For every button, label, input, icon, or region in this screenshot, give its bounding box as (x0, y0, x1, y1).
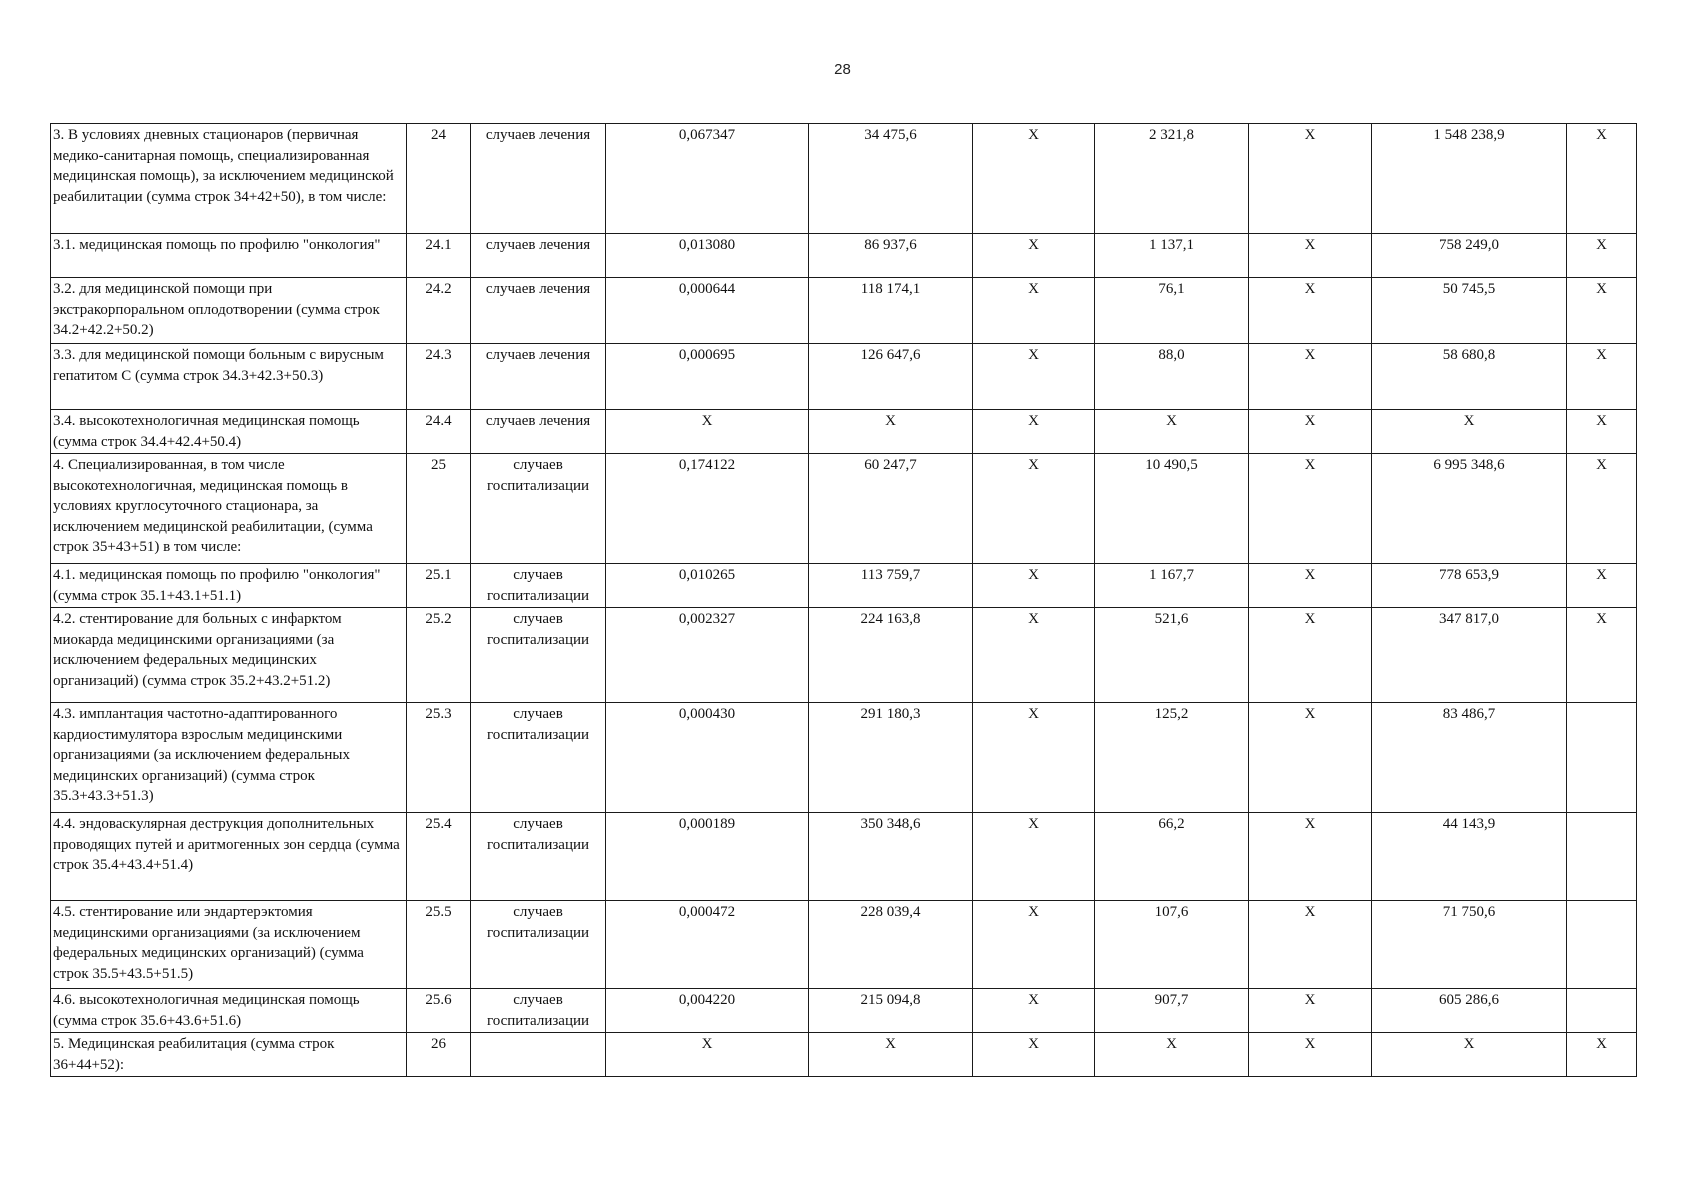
cell-norm: 0,013080 (606, 234, 809, 278)
cell-x3 (1567, 989, 1637, 1033)
cell-total: 778 653,9 (1372, 564, 1567, 608)
row-number: 25 (407, 454, 471, 564)
row-number: 24.2 (407, 278, 471, 344)
table-row (51, 703, 1637, 813)
cell-x1: Х (973, 608, 1095, 703)
cell-x2: Х (1249, 813, 1372, 901)
cell-total: 71 750,6 (1372, 901, 1567, 989)
row-unit: случаев лечения (471, 278, 606, 344)
cell-x3: Х (1567, 410, 1637, 454)
cell-x2: Х (1249, 278, 1372, 344)
cell-total: 347 817,0 (1372, 608, 1567, 703)
cell-total: 1 548 238,9 (1372, 124, 1567, 234)
row-number: 24.3 (407, 344, 471, 410)
row-number: 25.3 (407, 703, 471, 813)
cell-x3: Х (1567, 608, 1637, 703)
cell-cost: 215 094,8 (809, 989, 973, 1033)
cell-per-capita: 107,6 (1095, 901, 1249, 989)
cell-per-capita: Х (1095, 410, 1249, 454)
table-row (51, 344, 1637, 410)
cell-x2: Х (1249, 901, 1372, 989)
row-name: 3.2. для медицинской помощи при экстракорпоральном оплодотворении (сумма строк 34.2+42.2+50.2) (51, 278, 407, 344)
cell-per-capita: 66,2 (1095, 813, 1249, 901)
row-number: 24.1 (407, 234, 471, 278)
table-row (51, 278, 1637, 344)
row-unit: случаев госпитализации (471, 989, 606, 1033)
cell-cost: 126 647,6 (809, 344, 973, 410)
table-row (51, 454, 1637, 564)
cell-cost: Х (809, 1033, 973, 1077)
table-row (51, 234, 1637, 278)
cell-total: 6 995 348,6 (1372, 454, 1567, 564)
cell-x1: Х (973, 901, 1095, 989)
row-name: 4.5. стентирование или эндартерэктомия медицинскими организациями (за исключением федеральных медицинских организаций) (сумма строк 35.5+43.5+51.5) (51, 901, 407, 989)
row-name: 4.3. имплантация частотно-адаптированного кардиостимулятора взрослым медицинскими организациями (за исключением федеральных медицинских организаций) (сумма строк 35.3+43.3+51.3) (51, 703, 407, 813)
cell-total: 758 249,0 (1372, 234, 1567, 278)
financing-table (50, 123, 1637, 1077)
cell-norm: 0,067347 (606, 124, 809, 234)
cell-total: Х (1372, 1033, 1567, 1077)
cell-x3: Х (1567, 278, 1637, 344)
cell-x2: Х (1249, 1033, 1372, 1077)
cell-x3 (1567, 901, 1637, 989)
cell-x3: Х (1567, 1033, 1637, 1077)
row-unit: случаев госпитализации (471, 813, 606, 901)
cell-x1: Х (973, 278, 1095, 344)
cell-x3: Х (1567, 564, 1637, 608)
table-body (51, 124, 1637, 1077)
cell-cost: 34 475,6 (809, 124, 973, 234)
cell-norm: 0,004220 (606, 989, 809, 1033)
cell-per-capita: 76,1 (1095, 278, 1249, 344)
table-row (51, 901, 1637, 989)
table-row (51, 813, 1637, 901)
cell-norm: 0,002327 (606, 608, 809, 703)
cell-norm: 0,000644 (606, 278, 809, 344)
cell-x3: Х (1567, 344, 1637, 410)
table-row (51, 1033, 1637, 1077)
cell-per-capita: 1 167,7 (1095, 564, 1249, 608)
cell-per-capita: 88,0 (1095, 344, 1249, 410)
row-name: 3. В условиях дневных стационаров (первичная медико-санитарная помощь, специализированная медицинская помощь), за исключением медицинской реабилитации (сумма строк 34+42+50), в том числе: (51, 124, 407, 234)
cell-x2: Х (1249, 608, 1372, 703)
cell-x1: Х (973, 813, 1095, 901)
cell-per-capita: 521,6 (1095, 608, 1249, 703)
cell-norm: 0,010265 (606, 564, 809, 608)
row-name: 4.1. медицинская помощь по профилю "онкология" (сумма строк 35.1+43.1+51.1) (51, 564, 407, 608)
cell-x1: Х (973, 410, 1095, 454)
cell-x2: Х (1249, 234, 1372, 278)
cell-x2: Х (1249, 564, 1372, 608)
table-row (51, 564, 1637, 608)
row-number: 24 (407, 124, 471, 234)
row-name: 4.6. высокотехнологичная медицинская помощь (сумма строк 35.6+43.6+51.6) (51, 989, 407, 1033)
cell-total: 50 745,5 (1372, 278, 1567, 344)
cell-x2: Х (1249, 410, 1372, 454)
table-row (51, 410, 1637, 454)
table-row (51, 608, 1637, 703)
cell-total: Х (1372, 410, 1567, 454)
cell-cost: 86 937,6 (809, 234, 973, 278)
cell-cost: 113 759,7 (809, 564, 973, 608)
cell-x1: Х (973, 989, 1095, 1033)
row-number: 25.1 (407, 564, 471, 608)
cell-per-capita: 10 490,5 (1095, 454, 1249, 564)
row-name: 3.3. для медицинской помощи больным с вирусным гепатитом С (сумма строк 34.3+42.3+50.3) (51, 344, 407, 410)
cell-x2: Х (1249, 989, 1372, 1033)
cell-x3 (1567, 703, 1637, 813)
cell-cost: 224 163,8 (809, 608, 973, 703)
row-unit (471, 1033, 606, 1077)
row-unit: случаев госпитализации (471, 703, 606, 813)
cell-per-capita: 1 137,1 (1095, 234, 1249, 278)
row-unit: случаев госпитализации (471, 901, 606, 989)
cell-x1: Х (973, 564, 1095, 608)
row-unit: случаев лечения (471, 124, 606, 234)
cell-per-capita: 125,2 (1095, 703, 1249, 813)
row-name: 5. Медицинская реабилитация (сумма строк 36+44+52): (51, 1033, 407, 1077)
cell-x1: Х (973, 124, 1095, 234)
row-name: 4. Специализированная, в том числе высокотехнологичная, медицинская помощь в условиях круглосуточного стационара, за исключением медицинской реабилитации, (сумма строк 35+43+51) в том числе: (51, 454, 407, 564)
cell-cost: 118 174,1 (809, 278, 973, 344)
row-number: 25.4 (407, 813, 471, 901)
row-name: 3.4. высокотехнологичная медицинская помощь (сумма строк 34.4+42.4+50.4) (51, 410, 407, 454)
row-number: 25.5 (407, 901, 471, 989)
cell-norm: 0,000430 (606, 703, 809, 813)
cell-x2: Х (1249, 124, 1372, 234)
cell-cost: 350 348,6 (809, 813, 973, 901)
cell-norm: 0,000472 (606, 901, 809, 989)
row-name: 4.4. эндоваскулярная деструкция дополнительных проводящих путей и аритмогенных зон сердца (сумма строк 35.4+43.4+51.4) (51, 813, 407, 901)
cell-norm: 0,000189 (606, 813, 809, 901)
cell-x3: Х (1567, 454, 1637, 564)
cell-x1: Х (973, 344, 1095, 410)
table-row (51, 124, 1637, 234)
cell-x3: Х (1567, 124, 1637, 234)
cell-norm: 0,174122 (606, 454, 809, 564)
cell-per-capita: 2 321,8 (1095, 124, 1249, 234)
cell-x2: Х (1249, 703, 1372, 813)
cell-norm: Х (606, 410, 809, 454)
cell-per-capita: Х (1095, 1033, 1249, 1077)
cell-total: 605 286,6 (1372, 989, 1567, 1033)
cell-total: 83 486,7 (1372, 703, 1567, 813)
row-name: 3.1. медицинская помощь по профилю "онкология" (51, 234, 407, 278)
cell-norm: 0,000695 (606, 344, 809, 410)
row-unit: случаев лечения (471, 410, 606, 454)
row-unit: случаев госпитализации (471, 608, 606, 703)
cell-norm: Х (606, 1033, 809, 1077)
cell-x1: Х (973, 703, 1095, 813)
table-row (51, 989, 1637, 1033)
page-number: 28 (834, 61, 851, 78)
cell-per-capita: 907,7 (1095, 989, 1249, 1033)
cell-x2: Х (1249, 454, 1372, 564)
row-unit: случаев госпитализации (471, 454, 606, 564)
cell-x1: Х (973, 454, 1095, 564)
row-number: 26 (407, 1033, 471, 1077)
cell-x3: Х (1567, 234, 1637, 278)
cell-cost: 60 247,7 (809, 454, 973, 564)
cell-x3 (1567, 813, 1637, 901)
cell-x1: Х (973, 1033, 1095, 1077)
cell-cost: 291 180,3 (809, 703, 973, 813)
cell-cost: Х (809, 410, 973, 454)
row-number: 25.6 (407, 989, 471, 1033)
cell-x1: Х (973, 234, 1095, 278)
row-number: 25.2 (407, 608, 471, 703)
cell-total: 44 143,9 (1372, 813, 1567, 901)
row-number: 24.4 (407, 410, 471, 454)
row-unit: случаев госпитализации (471, 564, 606, 608)
cell-x2: Х (1249, 344, 1372, 410)
row-unit: случаев лечения (471, 234, 606, 278)
row-name: 4.2. стентирование для больных с инфарктом миокарда медицинскими организациями (за исключением федеральных медицинских организаций) (сумма строк 35.2+43.2+51.2) (51, 608, 407, 703)
row-unit: случаев лечения (471, 344, 606, 410)
cell-cost: 228 039,4 (809, 901, 973, 989)
cell-total: 58 680,8 (1372, 344, 1567, 410)
